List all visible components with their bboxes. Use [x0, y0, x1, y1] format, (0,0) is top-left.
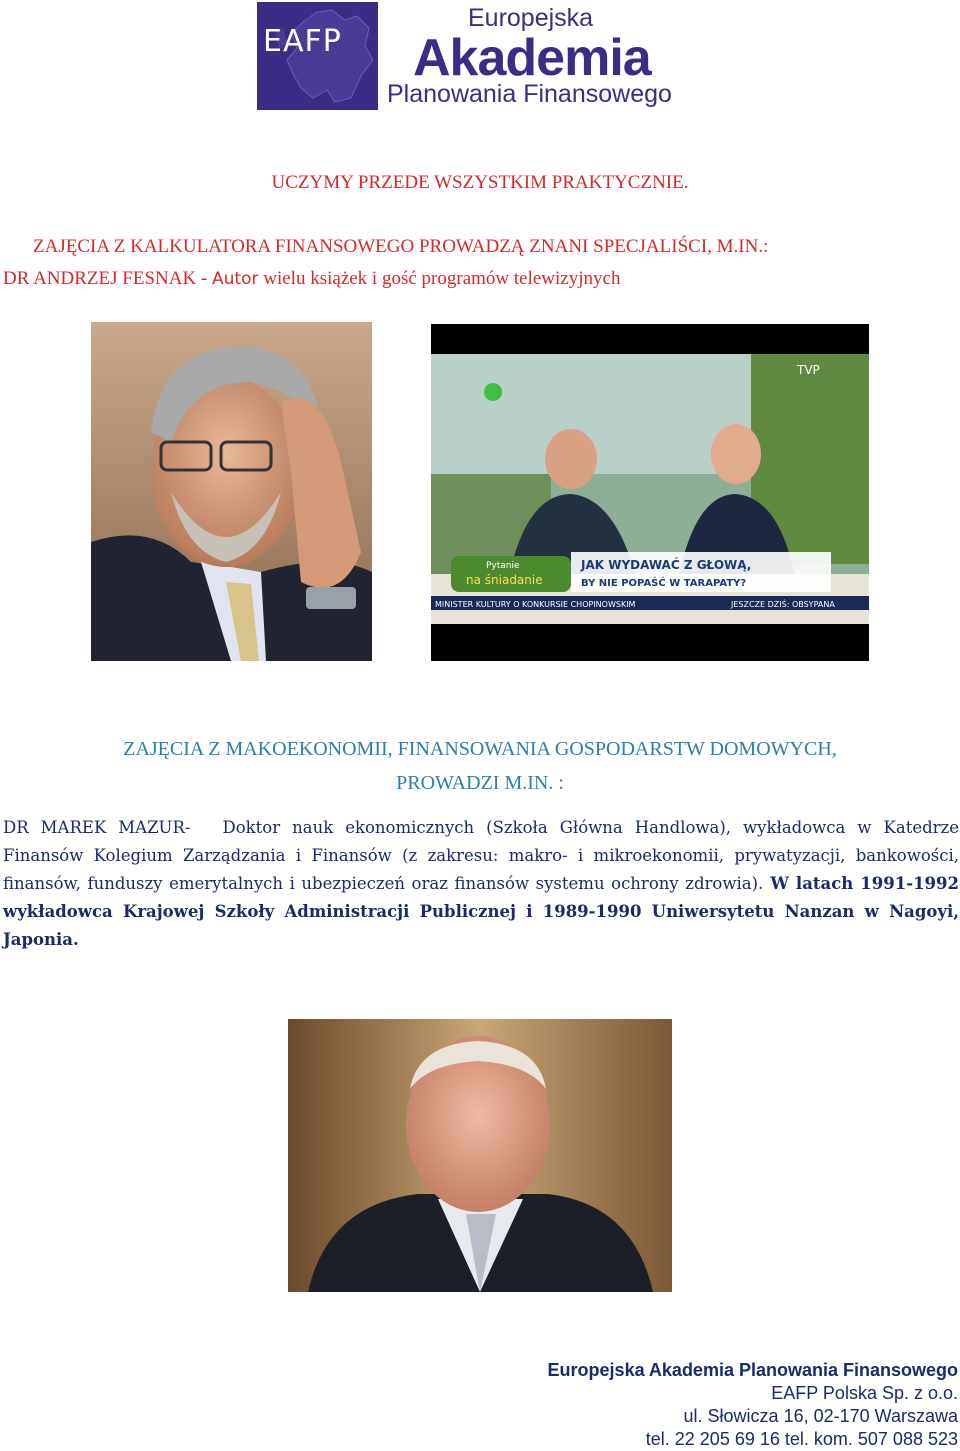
section2-title [0, 732, 960, 800]
footer-address: ul. Słowicza 16, 02-170 Warszawa [683, 1406, 958, 1426]
tv-channel-logo: TVP [797, 363, 820, 377]
bio-text-bold: W latach 1991-1992 wykładowca Krajowej Szkoły Administracji Publicznej i 1989-1990 Uniwersytetu Nanzan w Nagoyi, Japonia. [3, 874, 959, 949]
section1-title: ZAJĘCIA Z KALKULATORA FINANSOWEGO PROWADZĄ ZNANI SPECJALIŚCI, M.IN.: [33, 236, 769, 257]
portrait-photo-fesnak [91, 322, 372, 661]
desc-autor: Autor [212, 269, 259, 289]
logo-text-planowania: Planowania Finansowego [387, 80, 672, 108]
section1-person-line [3, 268, 620, 290]
logo-abbreviation: EAFP [263, 24, 342, 59]
person-name-fesnak: DR ANDRZEJ FESNAK [3, 268, 197, 289]
footer-title: Europejska Akademia Planowania Finansowego [547, 1360, 958, 1380]
main-headline: UCZYMY PRZEDE WSZYSTKIM PRAKTYCZNIE. [271, 172, 689, 193]
tv-caption-line1: JAK WYDAWAĆ Z GŁOWĄ, [581, 558, 752, 572]
separator: - [196, 268, 213, 289]
tv-caption-line2: BY NIE POPAŚĆ W TARAPATY? [581, 578, 747, 589]
portrait-photo-mazur [288, 1019, 672, 1292]
section2-line2: PROWADZI M.IN. : [396, 772, 564, 794]
logo-text-europejska: Europejska [468, 4, 594, 32]
bio-mazur [3, 814, 959, 954]
logo-emblem [257, 2, 378, 110]
bio-text: Doktor nauk ekonomicznych (Szkoła Główna Handlowa), wykładowca w Katedrze Finansów Kolegium Zarządzania i Finansów (z zakresu: makro- i mikroekonomii, prywatyzacji, bankowości, finansów, funduszy emerytalnych i ubezpieczeń oraz finansów systemu ochrony zdrowia). [3, 818, 959, 893]
footer-company: EAFP Polska Sp. z o.o. [771, 1383, 958, 1403]
tv-ticker-left: MINISTER KULTURY O KONKURSIE CHOPINOWSKIM [435, 600, 636, 609]
person-description: wielu książek i gość programów telewizyjnych [258, 268, 621, 289]
tv-screenshot [431, 324, 869, 661]
tv-image [431, 324, 869, 661]
footer-phone: tel. 22 205 69 16 tel. kom. 507 088 523 [645, 1429, 958, 1449]
logo-text-akademia: Akademia [413, 29, 651, 87]
portrait-image-mazur [288, 1019, 672, 1292]
show-logo-line2: na śniadanie [466, 573, 543, 587]
eafp-logo [257, 2, 703, 110]
portrait-image [91, 322, 372, 661]
tv-ticker-right: JESZCZE DZIŚ: OBSYPANA [731, 600, 835, 609]
person-name-mazur: DR MAREK MAZUR- [3, 818, 191, 837]
show-logo-line1: Pytanie [486, 561, 520, 571]
footer-contact [548, 1359, 958, 1451]
section2-line1: ZAJĘCIA Z MAKOEKONOMII, FINANSOWANIA GOSPODARSTW DOMOWYCH, [123, 738, 837, 760]
